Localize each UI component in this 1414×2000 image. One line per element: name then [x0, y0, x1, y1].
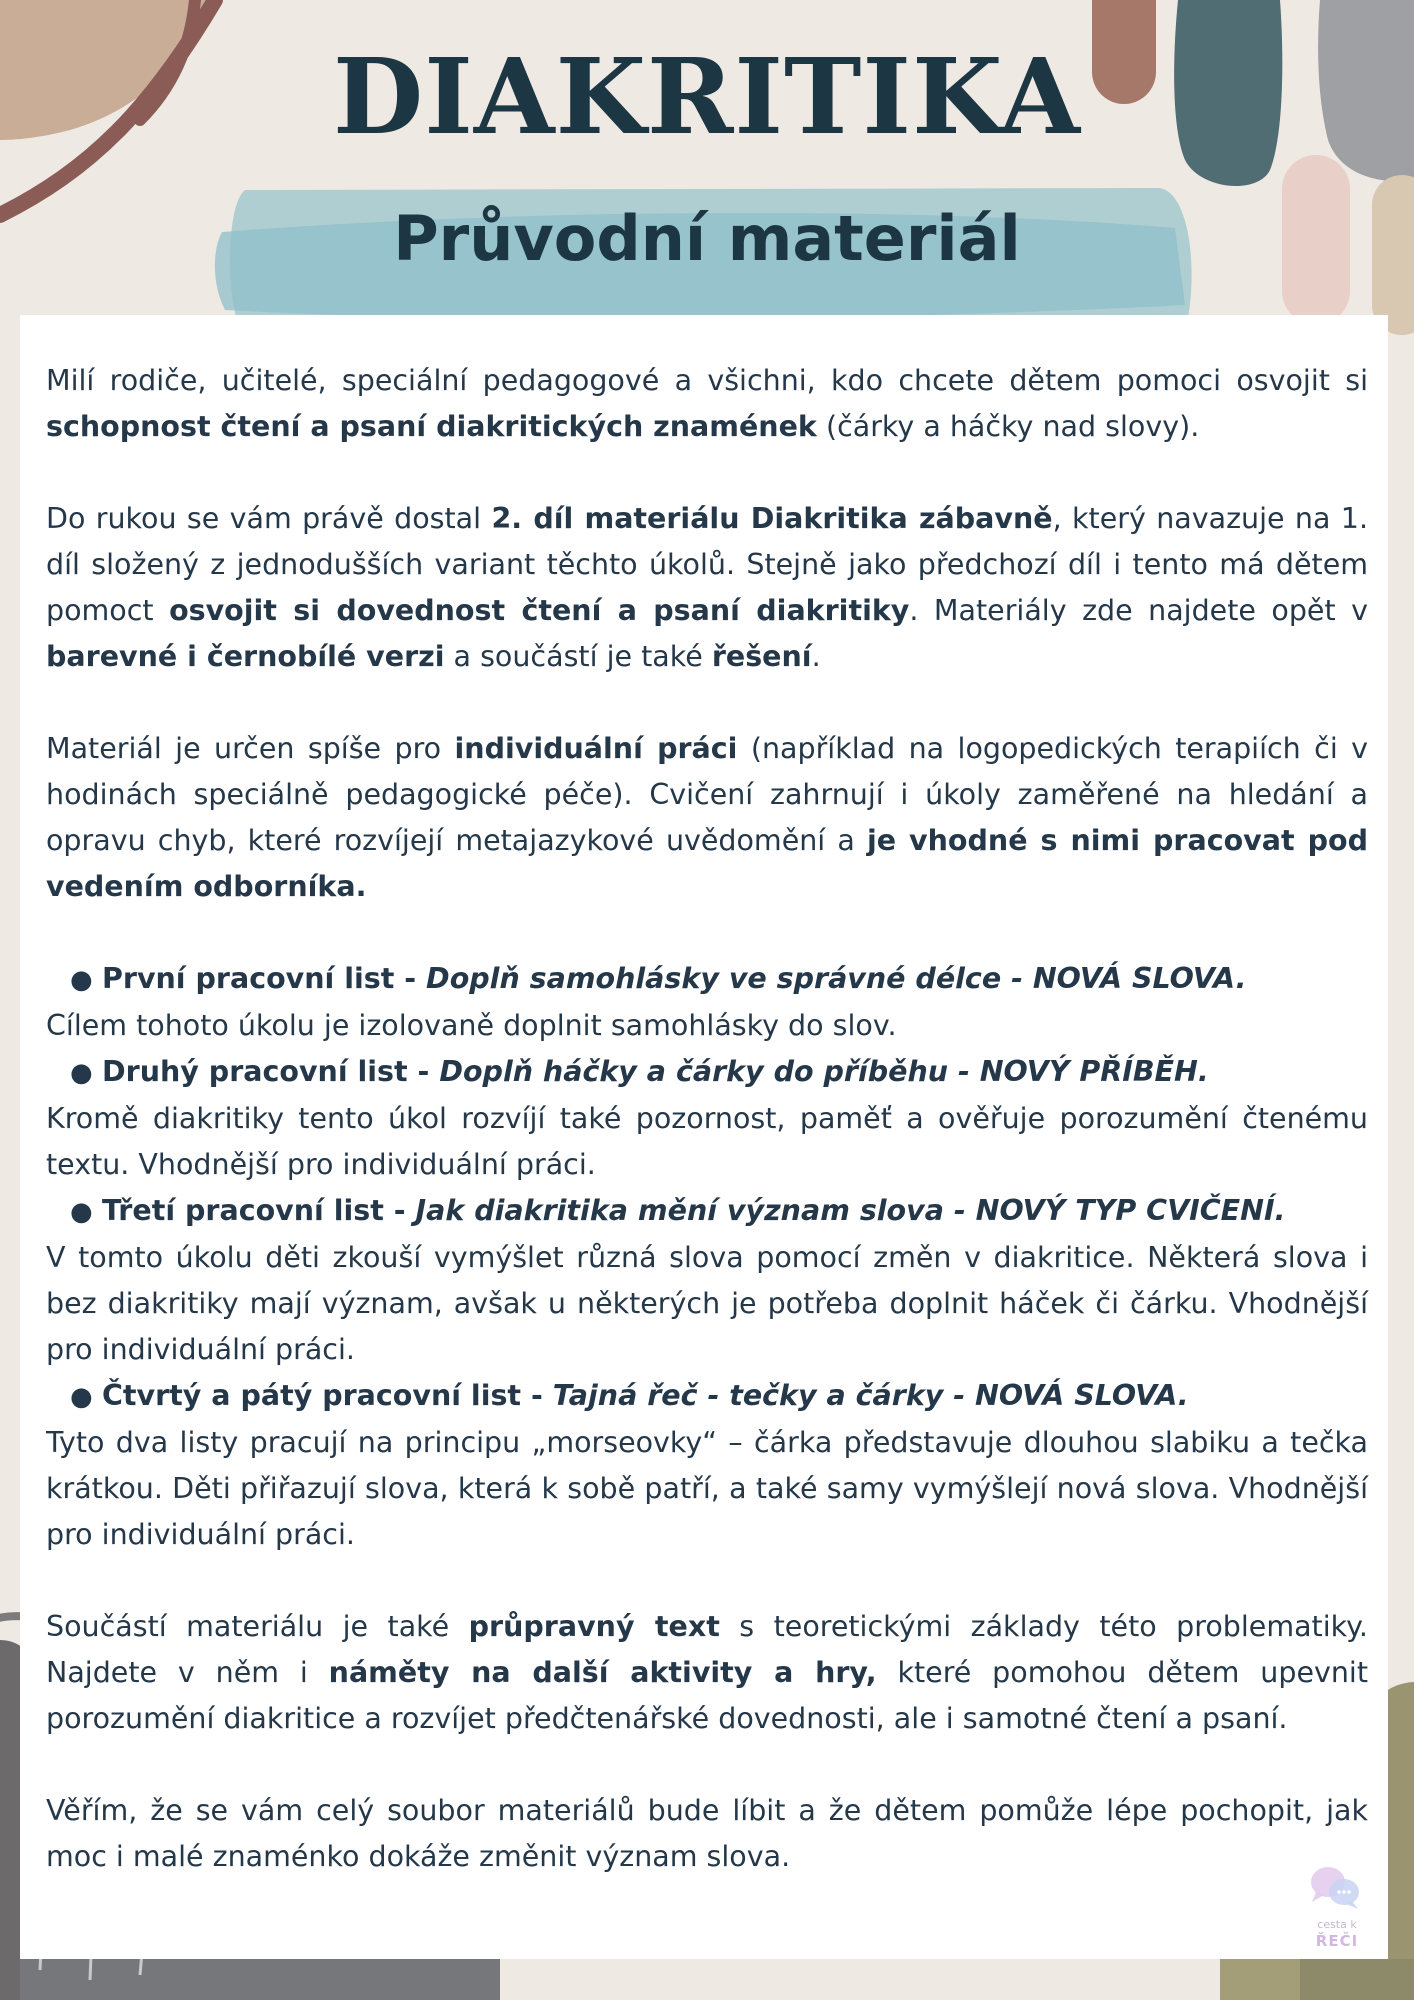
worksheet-heading: Druhý pracovní list -: [102, 1055, 440, 1088]
text: (čárky a háčky nad slovy).: [816, 410, 1200, 443]
text: Milí rodiče, učitelé, speciální pedagogové a všichni, kdo chcete dětem pomoci osvojit si: [46, 364, 1368, 397]
text: .: [811, 640, 821, 673]
worksheet-4-bullet: [70, 1373, 1368, 1420]
text: Materiál je určen spíše pro: [46, 732, 455, 765]
bold-text: schopnost čtení a psaní diakritických znamének: [46, 410, 817, 443]
worksheet-heading: První pracovní list -: [102, 962, 427, 995]
text: (například na logopedických terapiích či v hodinách speciálně pedagogické péče). Cvičení zahrnují i úkoly zaměřené na hledání a opravu chyb, které rozvíjejí metajazykové uvědomění a: [46, 732, 1368, 857]
cesta-k-reci-logo: [1306, 1862, 1368, 1954]
text: Do rukou se vám právě dostal: [46, 502, 492, 535]
theory-paragraph: [46, 1604, 1368, 1742]
worksheet-heading: Čtvrtý a pátý pracovní list -: [102, 1379, 553, 1412]
bold-text: je vhodné s nimi pracovat pod vedením odborníka.: [46, 824, 1368, 903]
text: , který navazuje na 1. díl složený z jednodušších variant těchto úkolů. Stejně jako předchozí díl i tento má dětem pomoct: [46, 502, 1368, 627]
logo-text-line1: cesta k: [1317, 1918, 1357, 1931]
decor-band-bottom-right: [1300, 1959, 1414, 2000]
document-body: [46, 358, 1368, 1880]
worksheet-heading: Třetí pracovní list -: [102, 1194, 416, 1227]
worksheet-subtitle: Tajná řeč - tečky a čárky - NOVÁ SLOVA.: [552, 1379, 1189, 1412]
text: a součástí je také: [444, 640, 712, 673]
bullet-dot-icon: ●: [70, 1197, 93, 1227]
text: s teoretickými základy této problematiky. Najdete v něm i: [46, 1610, 1368, 1689]
intro-paragraph: [46, 358, 1368, 450]
worksheet-1-bullet: [70, 956, 1368, 1003]
decor-shape-olive: [1388, 1682, 1414, 2000]
text: Součástí materiálu je také: [46, 1610, 469, 1643]
worksheet-1-description: Cílem tohoto úkolu je izolovaně doplnit samohlásky do slov.: [46, 1009, 897, 1042]
worksheet-subtitle: Doplň háčky a čárky do příběhu - NOVÝ PŘÍBĚH.: [439, 1055, 1209, 1088]
bold-text: barevné i černobílé verzi: [46, 640, 445, 673]
text: . Materiály zde najdete opět v: [909, 594, 1368, 627]
worksheet-4-description: Tyto dva listy pracují na principu „morseovky“ – čárka představuje dlouhou slabiku a tečka krátkou. Děti přiřazují slova, která k sobě patří, a také samy vymýšlejí nová slova. Vhodnější pro individuální práci.: [46, 1426, 1368, 1551]
worksheet-2-bullet: [70, 1049, 1368, 1096]
bullet-dot-icon: ●: [70, 1382, 93, 1412]
bullet-dot-icon: ●: [70, 965, 93, 995]
closing-paragraph: Věřím, že se vám celý soubor materiálů bude líbit a že dětem pomůže lépe pochopit, jak moc i malé znaménko dokáže změnit význam slova.: [46, 1794, 1368, 1873]
logo-text-line2: ŘEČI: [1315, 1932, 1359, 1950]
bullet-dot-icon: ●: [70, 1058, 93, 1088]
text: které pomohou dětem upevnit porozumění diakritice a rozvíjet předčtenářské dovednosti, ale i samotné čtení a psaní.: [46, 1656, 1369, 1735]
worksheet-3-description: V tomto úkolu děti zkouší vymýšlet různá slova pomocí změn v diakritice. Některá slova i bez diakritiky mají význam, avšak u některých je potřeba doplnit háček či čárku. Vhodnější pro individuální práci.: [46, 1241, 1368, 1366]
bold-text: osvojit si dovednost čtení a psaní diakritiky: [169, 594, 910, 627]
page-title: DIAKRITIKA: [333, 35, 1081, 158]
decor-shape-olive-2: [1220, 1959, 1300, 2000]
page-subtitle: Průvodní materiál: [393, 202, 1021, 275]
worksheet-2-description: Kromě diakritiky tento úkol rozvíjí také pozornost, paměť a ověřuje porozumění čtenému textu. Vhodnější pro individuální práci.: [46, 1102, 1368, 1181]
speech-bubbles-icon: [1311, 1867, 1359, 1909]
bold-text: individuální práci: [454, 732, 738, 765]
bold-text: řešení: [711, 640, 812, 673]
bold-text: 2. díl materiálu Diakritika zábavně: [491, 502, 1053, 535]
material-paragraph: [46, 496, 1368, 680]
worksheet-subtitle: Doplň samohlásky ve správné délce - NOVÁ SLOVA.: [426, 962, 1247, 995]
usage-paragraph: [46, 726, 1368, 910]
worksheet-subtitle: Jak diakritika mění význam slova - NOVÝ TYP CVIČENÍ.: [415, 1194, 1286, 1227]
worksheet-3-bullet: [70, 1188, 1368, 1235]
bold-text: průpravný text: [468, 1610, 720, 1643]
bold-text: náměty na další aktivity a hry,: [328, 1656, 877, 1689]
